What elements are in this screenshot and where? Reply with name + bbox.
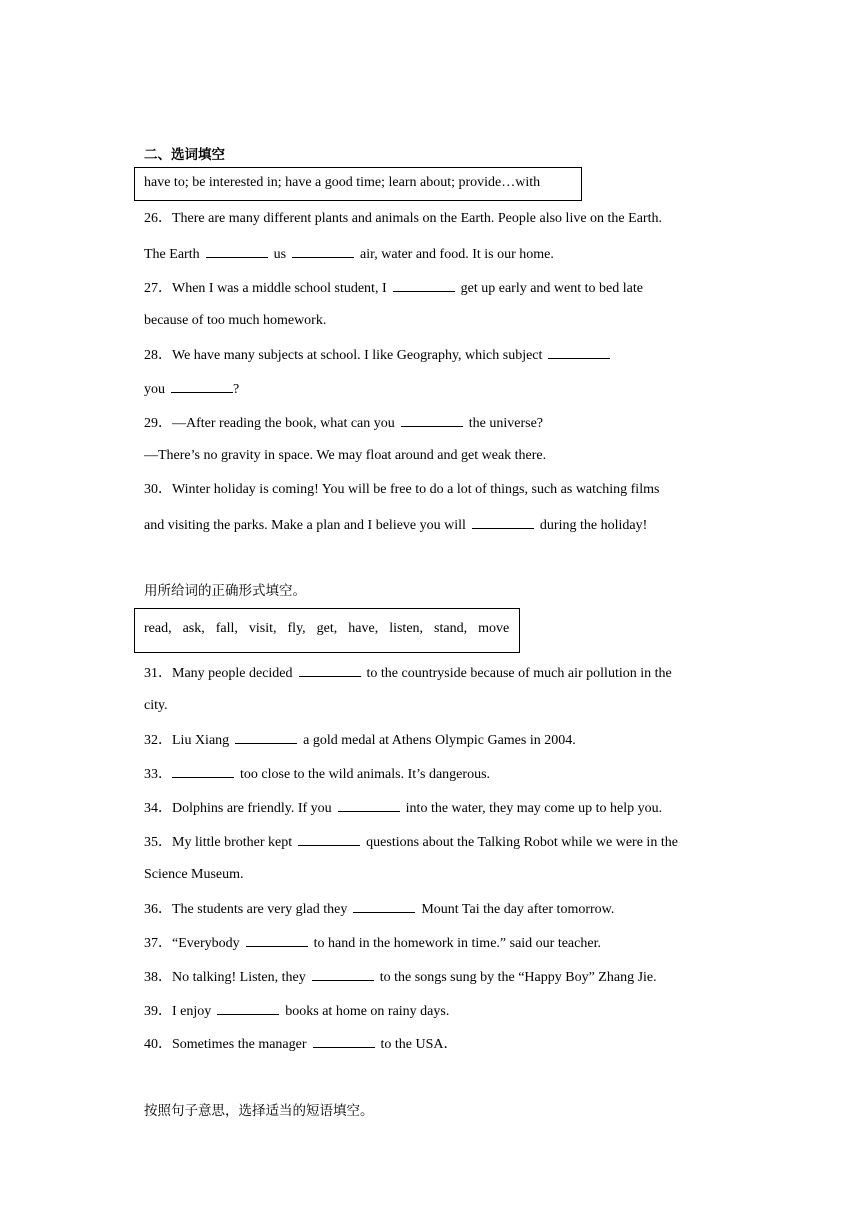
question-36-text-b: Mount Tai the day after tomorrow. <box>421 902 615 917</box>
question-31-line-2 <box>144 696 168 716</box>
question-36-text-a: 36．The students are very glad they <box>144 902 348 917</box>
question-29-text-c: —There’s no gravity in space. We may float around and get weak there. <box>144 448 547 463</box>
question-33-text-b: too close to the wild animals. It’s dangerous. <box>240 767 491 782</box>
answer-blank[interactable] <box>472 514 534 529</box>
question-39-text-a: 39．I enjoy <box>144 1004 212 1019</box>
answer-blank[interactable] <box>206 243 268 258</box>
question-30-text-b: and visiting the parks. Make a plan and I believe you will <box>144 518 466 533</box>
question-33-text-a: 33． <box>144 767 172 782</box>
question-36 <box>144 898 614 918</box>
answer-blank[interactable] <box>246 932 308 947</box>
question-26-line-2 <box>144 243 554 263</box>
question-26-line-1 <box>144 209 662 229</box>
question-32-text-b: a gold medal at Athens Olympic Games in 2004. <box>303 733 576 748</box>
question-35-text-a: 35．My little brother kept <box>144 835 293 850</box>
question-32 <box>144 729 576 749</box>
question-30-line-1 <box>144 480 659 500</box>
question-40-text-b: to the USA． <box>380 1037 458 1052</box>
question-38-text-b: to the songs sung by the “Happy Boy” Zhang Jie. <box>379 970 657 985</box>
question-27-line-1 <box>144 277 643 297</box>
question-33 <box>144 763 490 783</box>
question-26-text-b: us <box>273 247 287 262</box>
section-heading-phrase-choice: 按照句子意思，选择适当的短语填空。 <box>144 1103 374 1119</box>
question-27-text-b: get up early and went to bed late <box>460 281 643 296</box>
question-28-text-c: ? <box>233 382 240 397</box>
question-29-line-1 <box>144 412 543 432</box>
question-26-text: 26．There are many different plants and animals on the Earth. People also live on the Earth. <box>144 211 662 226</box>
question-34-text-b: into the water, they may come up to help you. <box>405 801 663 816</box>
answer-blank[interactable] <box>292 243 354 258</box>
question-34 <box>144 797 662 817</box>
question-29-text-a: 29．—After reading the book, what can you <box>144 416 395 431</box>
question-30-text-a: 30．Winter holiday is coming! You will be free to do a lot of things, such as watching films <box>144 482 660 497</box>
question-26-text-a: The Earth <box>144 247 200 262</box>
answer-blank[interactable] <box>299 662 361 677</box>
question-34-text-a: 34．Dolphins are friendly. If you <box>144 801 332 816</box>
question-39-text-b: books at home on rainy days. <box>285 1004 450 1019</box>
word-box-verbs <box>134 608 520 653</box>
answer-blank[interactable] <box>401 412 463 427</box>
question-31-text-a: 31．Many people decided <box>144 666 293 681</box>
question-40-text-a: 40．Sometimes the manager <box>144 1037 307 1052</box>
question-28-line-1 <box>144 344 616 364</box>
question-38-text-a: 38．No talking! Listen, they <box>144 970 306 985</box>
question-29-line-2 <box>144 446 546 466</box>
question-30-line-2 <box>144 514 647 534</box>
section-heading-word-forms: 用所给词的正确形式填空。 <box>144 583 306 599</box>
question-38 <box>144 966 657 986</box>
question-29-text-b: the universe? <box>468 416 544 431</box>
question-31-line-1 <box>144 662 672 682</box>
question-35-line-1 <box>144 831 678 851</box>
question-32-text-a: 32．Liu Xiang <box>144 733 230 748</box>
question-37 <box>144 932 601 952</box>
answer-blank[interactable] <box>235 729 297 744</box>
answer-blank[interactable] <box>548 344 610 359</box>
answer-blank[interactable] <box>171 378 233 393</box>
word-box-phrases-text: have to; be interested in; have a good time; learn about; provide…with <box>144 175 541 190</box>
question-37-text-b: to hand in the homework in time.” said our teacher. <box>313 936 601 951</box>
section-heading-word-choice: 二、选词填空 <box>144 147 225 163</box>
answer-blank[interactable] <box>338 797 400 812</box>
question-27-text-a: 27．When I was a middle school student, I <box>144 281 387 296</box>
word-box-verbs-text: read, ask, fall, visit, fly, get, have, listen, stand, move <box>144 621 510 636</box>
question-39 <box>144 1000 449 1020</box>
answer-blank[interactable] <box>313 1033 375 1048</box>
answer-blank[interactable] <box>298 831 360 846</box>
question-27-text-c: because of too much homework. <box>144 313 327 328</box>
answer-blank[interactable] <box>312 966 374 981</box>
answer-blank[interactable] <box>172 763 234 778</box>
question-26-text-c: air, water and food. It is our home. <box>360 247 554 262</box>
answer-blank[interactable] <box>393 277 455 292</box>
question-28-text-a: 28．We have many subjects at school. I like Geography, which subject <box>144 348 543 363</box>
question-27-line-2 <box>144 311 326 331</box>
word-box-phrases <box>134 167 582 201</box>
question-31-text-c: city. <box>144 698 168 713</box>
question-35-line-2 <box>144 865 244 885</box>
question-31-text-b: to the countryside because of much air pollution in the <box>366 666 672 681</box>
question-30-text-c: during the holiday! <box>539 518 648 533</box>
question-40 <box>144 1033 458 1053</box>
question-37-text-a: 37．“Everybody <box>144 936 240 951</box>
question-35-text-c: Science Museum. <box>144 867 244 882</box>
question-35-text-b: questions about the Talking Robot while we were in the <box>366 835 678 850</box>
question-28-line-2 <box>144 378 239 398</box>
question-28-text-b: you <box>144 382 165 397</box>
answer-blank[interactable] <box>353 898 415 913</box>
answer-blank[interactable] <box>217 1000 279 1015</box>
